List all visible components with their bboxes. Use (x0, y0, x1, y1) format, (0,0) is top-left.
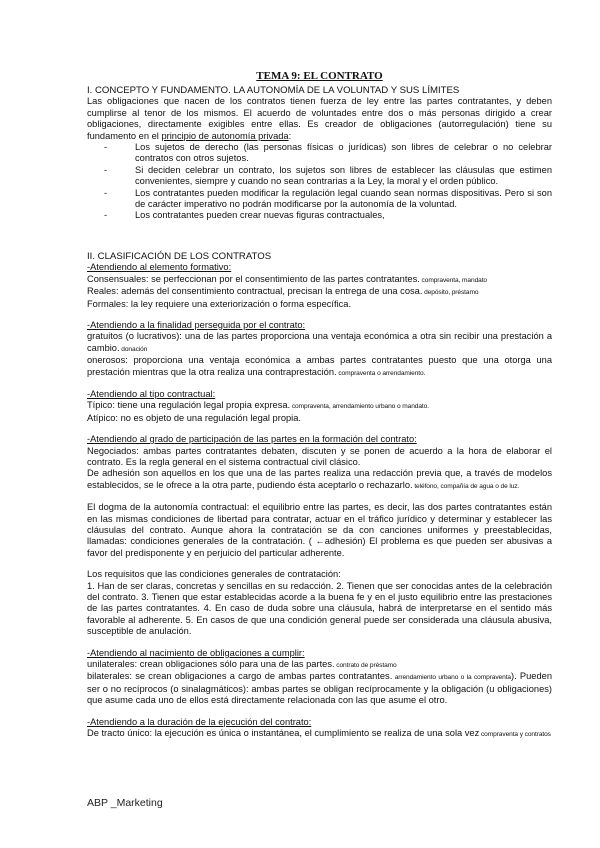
autonomy-list (87, 142, 552, 222)
list-item: - Los contratantes pueden crear nuevas figuras contractuales, (135, 210, 552, 221)
document-page (87, 70, 552, 741)
footer-label: ABP _Marketing (87, 797, 163, 809)
list-item: - Si deciden celebrar un contrato, los sujetos son libres de establecer las cláusulas que estimen convenientes, siempre y cuando no sean contrarias a la Ley, la moral y el orden público. (135, 165, 552, 188)
section-1-intro: Las obligaciones que nacen de los contratos tienen fuerza de ley entre las partes contratantes, y deben cumplirse al tenor de los mismos. El acuerdo de voluntades entre dos o más personas dirigido a crear obligaciones, directamente exigibles entre ellas. Es creador de obligaciones (autorregulación) tiene su fundamento en el principio de autonomía privada: (87, 96, 552, 141)
tipo-heading: -Atendiendo al tipo contractual: (87, 388, 216, 399)
nacimiento-heading: -Atendiendo al nacimiento de obligaciones a cumplir: (87, 647, 305, 658)
formales-text: Formales: la ley requiere una exteriorización o forma específica. (87, 298, 352, 309)
section-1-heading: I. CONCEPTO Y FUNDAMENTO. LA AUTONOMÍA DE LA VOLUNTAD Y SUS LÍMITES (87, 85, 460, 96)
list-item: - Los sujetos de derecho (las personas físicas o jurídicas) son libres de celebrar o no celebrar contratos con otros sujetos. (135, 142, 552, 165)
onerosos-text: onerosos: proporciona una ventaja económica a ambas partes contratantes puesto que una otorga una prestación mientras que la otra realiza una contraprestación. compraventa o arrendamiento. (87, 355, 552, 377)
section-2-heading: II. CLASIFICACIÓN DE LOS CONTRATOS (87, 250, 272, 262)
adhesion-text: De adhesión son aquellos en los que una de las partes realiza una redacción previa que, a través de modelos establecidos, se le ofrece a la otra parte, pudiendo ésta aceptarlo o rechazarlo. teléfono, compañía de agua o de luz. (87, 468, 552, 490)
atipico-text: Atípico: no es objeto de una regulación legal propia. (87, 412, 301, 423)
unilaterales-text: unilaterales: crean obligaciones sólo para una de las partes. contrato de préstamo (87, 659, 397, 670)
bilaterales-text: bilaterales: se crean obligaciones a cargo de ambas partes contratantes. arrendamiento urbano o la compraventa). Pueden ser o no recíprocos (o sinalagmáticos): ambas partes se obligan recíprocamente y la obligación (u obligaciones) que asume cada uno de ellos está directamente relacionada con las que asume el otro. (87, 671, 552, 706)
gratuitos-text: gratuitos (o lucrativos): una de las partes proporciona una ventaja económica a otra sin recibir una prestación a cambio. donación (87, 331, 552, 353)
tracto-text: De tracto único: la ejecución es única o instantánea, el cumplimiento se realiza de una sola vez compraventa y contratos (87, 728, 551, 739)
document-title: TEMA 9: EL CONTRATO (256, 70, 383, 82)
participacion-heading: -Atendiendo al grado de participación de las partes en la formación del contrato: (87, 434, 417, 445)
list-item: - Los contratantes pueden modificar la regulación legal cuando sean normas dispositivas. Pero si son de carácter imperativo no podrán modificarse por la autonomía de la voluntad. (135, 188, 552, 211)
requisitos-title: Los requisitos que las condiciones generales de contratación: (87, 569, 341, 580)
finalidad-heading: -Atendiendo a la finalidad perseguida por el contrato: (87, 319, 306, 330)
tipico-text: Típico: tiene una regulación legal propia expresa. compraventa, arrendamiento urbano o mandato. (87, 400, 429, 411)
requisitos-text: 1. Han de ser claras, concretas y sencillas en su redacción. 2. Tienen que ser conocidas antes de la celebración del contrato. 3. Tienen que estar establecidas acorde a la buena fe y en el justo equilibrio entre las prestaciones de las partes contratantes. 4. En caso de duda sobre una cláusula, habrá de interpretarse en el sentido más favorable al adherente. 5. En casos de que una condición general puede ser considerada una cláusula abusiva, susceptible de anulación. (87, 580, 552, 637)
reales-text: Reales: además del consentimiento contractual, precisan la entrega de una cosa. depósito, préstamo (87, 286, 479, 297)
dogma-text: El dogma de la autonomía contractual: el equilibrio entre las partes, es decir, las dos partes contratantes están en las mismas condiciones de libertad para contratar, actuar en el tráfico jurídico y determinar y establecer las cláusulas del contrato. Aunque ahora la contratación se da con canciones uniformes y preestablecidas, llamadas: condiciones generales de la contratación. ( ←adhesión) El problema es que pueden ser abusivas a favor del predisponente y en perjuicio del particular adherente. (87, 502, 552, 558)
formativo-heading: -Atendiendo al elemento formativo: (87, 262, 232, 273)
consensuales-text: Consensuales: se perfeccionan por el consentimiento de las partes contratantes. compraventa, mandato (87, 273, 488, 284)
negociados-text: Negociados: ambas partes contratantes debaten, discuten y se ponen de acuerdo a la hora de elaborar el contrato. Es la regla general en el sistema contractual civil clásico. (87, 445, 552, 467)
autonomia-privada-term: principio de autonomía privada (161, 130, 289, 141)
duracion-heading: -Atendiendo a la duración de la ejecución del contrato: (87, 716, 312, 727)
